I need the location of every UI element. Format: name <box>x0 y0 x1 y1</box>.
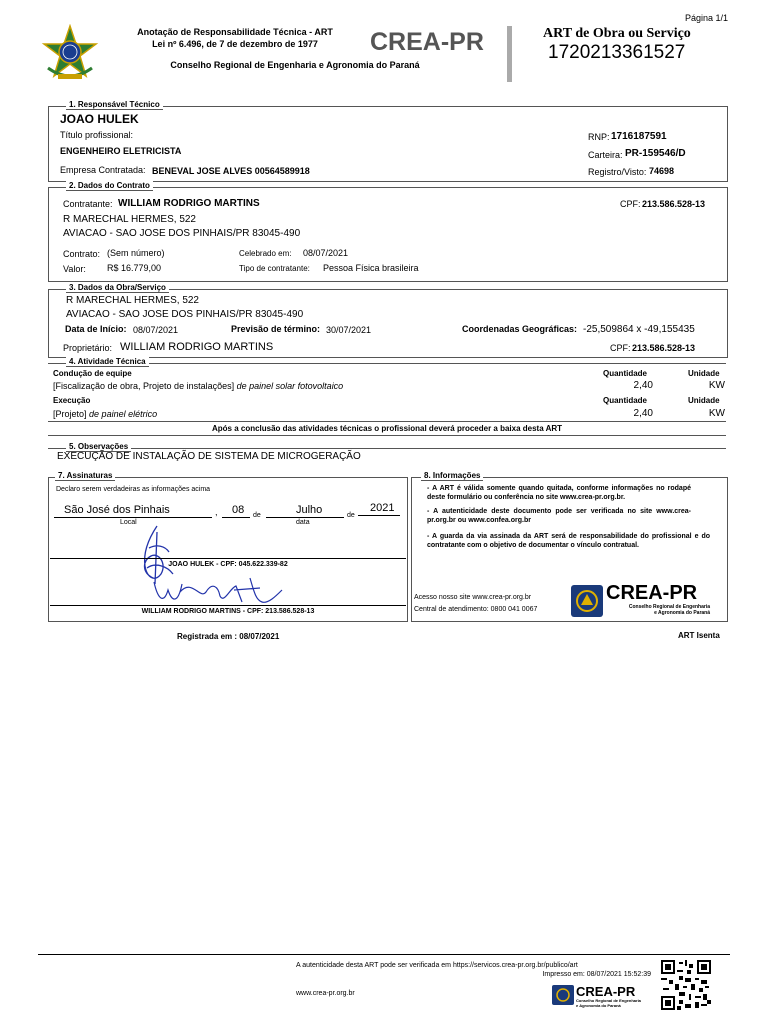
local-line <box>54 517 212 518</box>
header-title: Anotação de Responsabilidade Técnica - ART <box>137 27 333 37</box>
section-2-title: 2. Dados do Contrato <box>66 181 153 191</box>
carteira-label: Carteira: <box>588 150 623 160</box>
contratante-label: Contratante: <box>63 199 113 209</box>
brazil-coat-of-arms-icon <box>40 24 100 84</box>
s2-address-line2: AVIACAO - SAO JOSE DOS PINHAIS/PR 83045-490 <box>63 228 301 239</box>
s3-address-line2: AVIACAO - SAO JOSE DOS PINHAIS/PR 83045-490 <box>66 309 304 320</box>
contrato-label: Contrato: <box>63 249 101 259</box>
s3-cpf-label: CPF: <box>610 343 631 353</box>
info-paragraph-1: - A ART é válida somente quando quitada, conforme informações no rodapé deste formulário ou conferência no site www.crea-pr.org.br. <box>427 485 691 501</box>
registro-label: Registro/Visto: <box>588 167 647 177</box>
doc-type: ART de Obra ou Serviço <box>543 26 691 41</box>
celebrado-value: 08/07/2021 <box>303 248 349 258</box>
tipo-label: Tipo de contratante: <box>239 264 310 273</box>
footer-crea-logo-icon <box>552 985 574 1005</box>
proprietario-value: WILLIAM RODRIGO MARTINS <box>120 341 274 353</box>
art-isenta: ART Isenta <box>678 631 720 640</box>
art-number: 1720213361527 <box>548 42 686 63</box>
de-1: de <box>253 512 261 519</box>
tipo-value: Pessoa Física brasileira <box>323 263 419 273</box>
s2-cpf-value: 213.586.528-13 <box>642 199 706 209</box>
section-5-top-rule <box>48 448 726 449</box>
signature-2-caption: WILLIAM RODRIGO MARTINS - CPF: 213.586.528-13 <box>141 608 315 615</box>
section-5-title: 5. Observações <box>66 442 131 452</box>
registro-value: 74698 <box>649 166 675 176</box>
signature-month: Julho <box>296 504 323 516</box>
qr-code-icon <box>661 960 711 1010</box>
previsao-value: 30/07/2021 <box>326 325 372 335</box>
footer-logo-sub-2: e Agronomia do Paraná <box>576 1003 621 1008</box>
activity-row-2-code: [Projeto] <box>53 409 87 419</box>
day-line <box>222 517 250 518</box>
year-line <box>358 515 400 516</box>
registrada-em: Registrada em : 08/07/2021 <box>177 632 280 641</box>
signature-year: 2021 <box>370 502 395 514</box>
section-4-top-rule <box>48 363 726 364</box>
activity-row-2-qty: 2,40 <box>633 408 653 419</box>
contratante-value: WILLIAM RODRIGO MARTINS <box>118 198 260 209</box>
header-law: Lei nº 6.496, de 7 de dezembro de 1977 <box>152 39 318 49</box>
month-line <box>266 517 344 518</box>
responsavel-name: JOAO HULEK <box>60 112 139 126</box>
header-brand: CREA-PR <box>370 28 484 56</box>
signature-2-image <box>150 572 290 608</box>
footer-auth: A autenticidade desta ART pode ser verificada em https://servicos.crea-pr.org.br/publico/art <box>296 962 578 969</box>
inicio-label: Data de Início: <box>65 324 127 334</box>
signature-local: São José dos Pinhais <box>64 504 170 516</box>
de-2: de <box>347 512 355 519</box>
activity-note-rule-bottom <box>48 435 726 436</box>
coord-value: -25,509864 x -49,155435 <box>583 324 695 335</box>
valor-value: R$ 16.779,00 <box>107 263 162 273</box>
crea-pr-logo-icon <box>571 585 603 617</box>
crea-pr-logo-text: CREA-PR <box>606 582 698 604</box>
page-number: Página 1/1 <box>684 13 728 23</box>
activity-row-2-desc: de painel elétrico <box>89 409 158 419</box>
activity-row-1-desc: de painel solar fotovoltaico <box>236 381 344 391</box>
section-8-title: 8. Informações <box>421 471 483 481</box>
grp1-label: Condução de equipe <box>53 369 132 378</box>
activity-row-1-unit: KW <box>708 380 725 391</box>
footer-site: www.crea-pr.org.br <box>296 990 355 997</box>
qty-header-1: Quantidade <box>603 369 648 378</box>
header-divider <box>507 26 512 82</box>
info-paragraph-3: - A guarda da via assinada da ART será de responsabilidade do profissional e do contratante com o objetivo de documentar o vínculo contratual. <box>427 533 710 549</box>
activity-row-1 <box>53 381 343 391</box>
footer-rule <box>38 954 730 955</box>
crea-pr-logo-sub-1: Conselho Regional de Engenharia <box>628 604 710 610</box>
central-atendimento: Central de atendimento: 0800 041 0067 <box>414 606 538 613</box>
coord-label: Coordenadas Geográficas: <box>462 324 578 334</box>
s2-cpf-label: CPF: <box>620 199 641 209</box>
data-caption: data <box>296 519 310 526</box>
activity-row-1-code: [Fiscalização de obra, Projeto de instalações] <box>53 381 235 391</box>
activity-row-2 <box>53 409 157 419</box>
s3-address-line1: R MARECHAL HERMES, 522 <box>66 295 199 306</box>
contrato-value: (Sem número) <box>107 248 165 258</box>
local-caption: Local <box>120 519 137 526</box>
titulo-label: Título profissional: <box>60 130 134 140</box>
s3-cpf-value: 213.586.528-13 <box>632 343 696 353</box>
section-1-title: 1. Responsável Técnico <box>66 100 163 110</box>
section-7-title: 7. Assinaturas <box>55 471 115 481</box>
rnp-label: RNP: <box>588 132 610 142</box>
footer-logo-text: CREA-PR <box>576 984 636 999</box>
empresa-value: BENEVAL JOSE ALVES 00564589918 <box>152 166 310 176</box>
unit-header-1: Unidade <box>688 369 720 378</box>
section-3-title: 3. Dados da Obra/Serviço <box>66 283 169 293</box>
signature-day: 08 <box>232 504 245 516</box>
comma: , <box>215 507 218 517</box>
crea-pr-logo-sub-2: e Agronomia do Paraná <box>654 610 710 616</box>
signature-2-line <box>50 605 406 606</box>
activity-row-2-unit: KW <box>708 408 725 419</box>
signature-1-line <box>50 558 406 559</box>
activity-note-rule-top <box>48 421 726 422</box>
footer-logo-sub-1: Conselho Regional de Engenharia <box>576 998 641 1003</box>
s2-address-line1: R MARECHAL HERMES, 522 <box>63 214 196 225</box>
info-paragraph-2: - A autenticidade deste documento pode ser verificada no site www.crea-pr.org.br ou www.confea.org.br <box>427 508 691 524</box>
unit-header-2: Unidade <box>688 396 720 405</box>
footer-printed: Impresso em: 08/07/2021 15:52:39 <box>542 971 651 978</box>
inicio-value: 08/07/2021 <box>133 325 179 335</box>
previsao-label: Previsão de término: <box>231 324 321 334</box>
qty-header-2: Quantidade <box>603 396 648 405</box>
titulo-value: ENGENHEIRO ELETRICISTA <box>60 146 182 156</box>
carteira-value: PR-159546/D <box>625 148 686 159</box>
acesso-site: Acesso nosso site www.crea-pr.org.br <box>414 594 532 601</box>
activity-note: Após a conclusão das atividades técnicas o profissional deverá proceder a baixa desta ART <box>211 424 563 433</box>
valor-label: Valor: <box>63 264 86 274</box>
section-4-title: 4. Atividade Técnica <box>66 357 149 367</box>
signature-1-caption: JOAO HULEK - CPF: 045.622.339-82 <box>168 561 288 568</box>
empresa-label: Empresa Contratada: <box>60 165 146 175</box>
proprietario-label: Proprietário: <box>63 343 113 353</box>
declaro-text: Declaro serem verdadeiras as informações acima <box>56 486 211 493</box>
rnp-value: 1716187591 <box>611 131 667 142</box>
observacoes-text: EXECUÇÃO DE INSTALAÇÃO DE SISTEMA DE MICROGERAÇÃO <box>57 451 361 462</box>
celebrado-label: Celebrado em: <box>239 249 292 258</box>
activity-row-1-qty: 2,40 <box>633 380 653 391</box>
header-council: Conselho Regional de Engenharia e Agronomia do Paraná <box>170 60 420 70</box>
grp2-label: Execução <box>53 396 91 405</box>
